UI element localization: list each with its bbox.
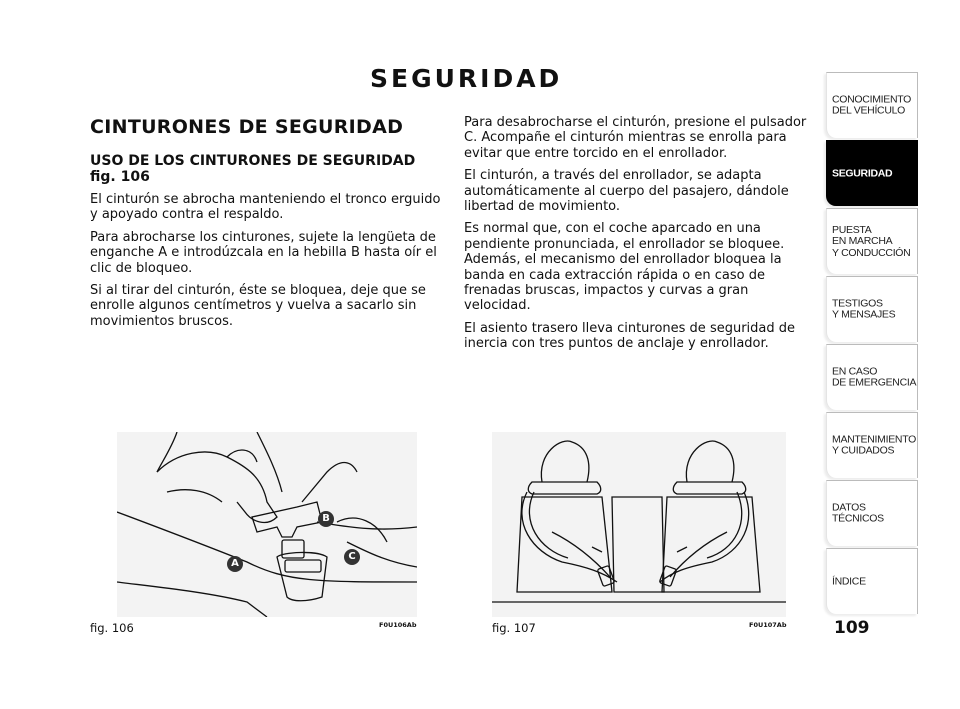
- buckle-illustration: [117, 432, 417, 617]
- figure-107-rear-seats: [492, 432, 786, 617]
- figure-code: F0U107Ab: [749, 621, 787, 629]
- left-column: [90, 153, 445, 336]
- label-b: B: [318, 511, 334, 527]
- page-heading: CINTURONES DE SEGURIDAD: [90, 116, 404, 138]
- tab-label: MANTENIMIENTO Y CUIDADOS: [832, 433, 916, 457]
- tab-seguridad[interactable]: [826, 140, 918, 206]
- tab-label: CONOCIMIENTO DEL VEHÍCULO: [832, 93, 912, 117]
- tab-mantenimiento[interactable]: [826, 412, 918, 478]
- tab-label: PUESTA EN MARCHA Y CONDUCCIÓN: [832, 223, 911, 259]
- paragraph: El cinturón, a través del enrollador, se adapta automáticamente al cuerpo del pasajero, dándole libertad de movimiento.: [464, 168, 789, 215]
- tab-conocimiento-vehiculo[interactable]: [826, 72, 918, 138]
- figure-code: F0U106Ab: [379, 621, 417, 629]
- tab-puesta-en-marcha[interactable]: [826, 208, 918, 274]
- tab-label: DATOS TÉCNICOS: [832, 501, 884, 525]
- page-number: 109: [834, 618, 870, 638]
- tab-label: TESTIGOS Y MENSAJES: [832, 297, 896, 321]
- label-c: C: [344, 549, 360, 565]
- tab-label: SEGURIDAD: [832, 166, 893, 179]
- figure-caption: fig. 106: [90, 621, 134, 635]
- tab-en-caso-emergencia[interactable]: [826, 344, 918, 410]
- tab-datos-tecnicos[interactable]: [826, 480, 918, 546]
- section-title: SEGURIDAD: [370, 64, 563, 93]
- tab-label: EN CASO DE EMERGENCIA: [832, 365, 917, 389]
- paragraph: Si al tirar del cinturón, éste se bloquea, deje que se enrolle algunos centímetros y vuelva a sacarlo sin movimientos bruscos.: [90, 283, 426, 329]
- paragraph: Para abrocharse los cinturones, sujete la lengüeta de enganche A e introdúzcala en la hebilla B hasta oír el clic de bloqueo.: [90, 229, 437, 276]
- tab-testigos-mensajes[interactable]: [826, 276, 918, 342]
- tab-label: ÍNDICE: [832, 574, 866, 587]
- rear-seat-illustration: [492, 432, 786, 617]
- tab-indice[interactable]: [826, 548, 918, 614]
- paragraph: El asiento trasero lleva cinturones de seguridad de inercia con tres puntos de anclaje y enrollador.: [464, 320, 796, 352]
- paragraph: El cinturón se abrocha manteniendo el tronco erguido y apoyado contra el respaldo.: [90, 192, 441, 223]
- figure-106-seatbelt-buckle: [117, 432, 417, 617]
- label-a: A: [227, 556, 243, 572]
- paragraph: Es normal que, con el coche aparcado en una pendiente pronunciada, el enrollador se bloquee. Además, el mecanismo del enrollador bloquea la banda en cada extracción rápida o en caso de frenadas bruscas, impactos y curvas a gran velocidad.: [464, 221, 785, 314]
- right-column: [464, 115, 819, 359]
- figure-caption: fig. 107: [492, 621, 536, 635]
- paragraph: Para desabrocharse el cinturón, presione el pulsador C. Acompañe el cinturón mientras se enrolla para evitar que entre torcido en el enrollador.: [464, 115, 807, 161]
- subheading: USO DE LOS CINTURONES DE SEGURIDAD fig. 106: [90, 153, 416, 185]
- chapter-tabs: [826, 72, 918, 616]
